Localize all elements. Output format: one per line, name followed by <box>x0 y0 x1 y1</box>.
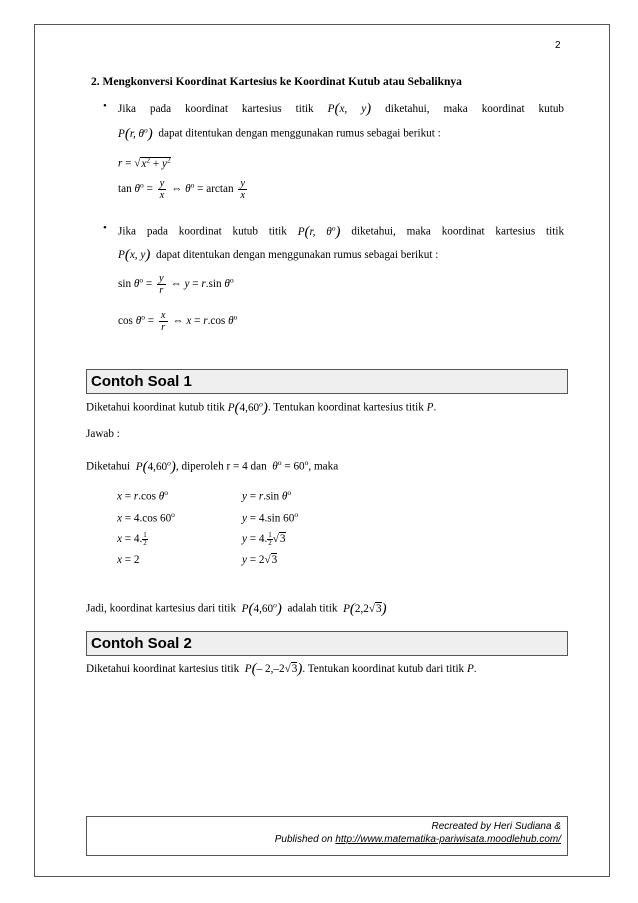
example2-problem-a: Diketahui koordinat kartesius titik <box>86 663 240 675</box>
bullet1-line2 <box>118 125 441 143</box>
formula-cos: $\cos \theta^o$ = $\frac{x}{r}$ ⇔ x = r.cos $\theta^o$ <box>118 310 238 333</box>
formula-r: $r = √x^2 + y^2$ <box>118 155 171 170</box>
formula-sin: $\sin \theta^o$ = $\frac{y}{r}$ ⇔ y = r.sin $\theta^o$ <box>118 273 234 296</box>
page-number: 2 <box>555 40 561 51</box>
example1-given-c: , maka <box>308 460 339 473</box>
work-y-2: y = 4.sin 60$^o$ <box>242 510 299 525</box>
footer-published-prefix: Published on <box>274 834 333 845</box>
example1-given-a: Diketahui <box>86 460 131 473</box>
work-y-4: y = 2√3 <box>242 554 278 566</box>
bullet2-text-a: Jika pada koordinat kutub titik <box>118 225 287 238</box>
work-y-1: y = r.sin $\theta^o$ <box>242 488 292 503</box>
page-border <box>34 24 610 877</box>
work-x-1: x = r.cos $\theta^o$ <box>117 488 168 503</box>
example1-conclusion-b: adalah titik <box>287 602 338 615</box>
work-x-4: x = 2 <box>117 554 140 566</box>
example2-heading: Contoh Soal 2 <box>86 631 568 656</box>
footer-published <box>87 833 561 846</box>
example1-given: Diketahui P(4,60$^o$), diperoleh r = 4 dan $\theta^o = 60^o$, maka <box>86 458 339 475</box>
work-y-3: y = 4. $\frac{1}{2}√3$ <box>242 531 286 547</box>
formula-theta: $\tan \theta^o$ = $\frac{y}{x}$ ⇔ $\theta^o = \arctan$ $\frac{y}{x}$ <box>118 178 246 201</box>
work-x-3: x = 4. $\frac{1}{2}$ <box>117 531 147 547</box>
point-P-xy: P(x, y) <box>327 101 372 117</box>
example2-problem-b: . Tentukan koordinat kutub dari titik <box>302 663 465 675</box>
footer-link[interactable]: http://www.matematika-pariwisata.moodlehub.com/ <box>335 834 561 845</box>
bullet1-text-b: diketahui, maka koordinat kutub <box>385 103 565 115</box>
bullet1-text-c: dapat ditentukan dengan menggunakan rumus sebagai berikut : <box>158 127 441 140</box>
footer <box>86 816 568 856</box>
example1-conclusion: Jadi, koordinat kartesius dari titik P(4,60$^o$) adalah titik P(2,2√3) <box>86 600 387 617</box>
bullet2-line1 <box>118 223 564 241</box>
bullet-icon: • <box>103 222 107 234</box>
example1-heading: Contoh Soal 1 <box>86 369 568 394</box>
example1-problem: Diketahui koordinat kutub titik P(4,60$^o$). Tentukan koordinat kartesius titik P. <box>86 399 437 416</box>
point-P-polar: P(r, $\theta^o$) <box>118 125 153 142</box>
example1-jawab: Jawab : <box>86 428 120 440</box>
example1-problem-a: Diketahui koordinat kutub titik <box>86 401 225 414</box>
footer-credit: Recreated by Heri Sudiana & <box>431 821 561 832</box>
bullet-icon: • <box>103 100 107 112</box>
bullet1-text-a: Jika pada koordinat kartesius titik <box>118 103 314 115</box>
section-heading: 2. Mengkonversi Koordinat Kartesius ke Koordinat Kutub atau Sebaliknya <box>91 76 462 88</box>
bullet2-line2 <box>118 247 438 264</box>
example1-conclusion-a: Jadi, koordinat kartesius dari titik <box>86 602 237 615</box>
work-x-2: x = 4.cos 60$^o$ <box>117 510 175 525</box>
example2-problem: Diketahui koordinat kartesius titik P(– 2,–2√3). Tentukan koordinat kutub dari titik P. <box>86 661 477 677</box>
bullet1-line1 <box>118 101 564 118</box>
bullet2-text-c: dapat ditentukan dengan menggunakan rumus sebagai berikut : <box>155 249 439 261</box>
example1-given-b: , diperoleh r = 4 dan <box>175 460 267 473</box>
example1-problem-b: . Tentukan koordinat kartesius titik <box>267 401 424 414</box>
bullet2-text-b: diketahui, maka koordinat kartesius titik <box>351 225 565 238</box>
point-P-4-60: P(4,60$^o$) <box>227 399 268 416</box>
point-P-polar: P(r, $\theta^o$) <box>297 223 341 240</box>
point-P-xy: P(x, y) <box>118 247 151 263</box>
